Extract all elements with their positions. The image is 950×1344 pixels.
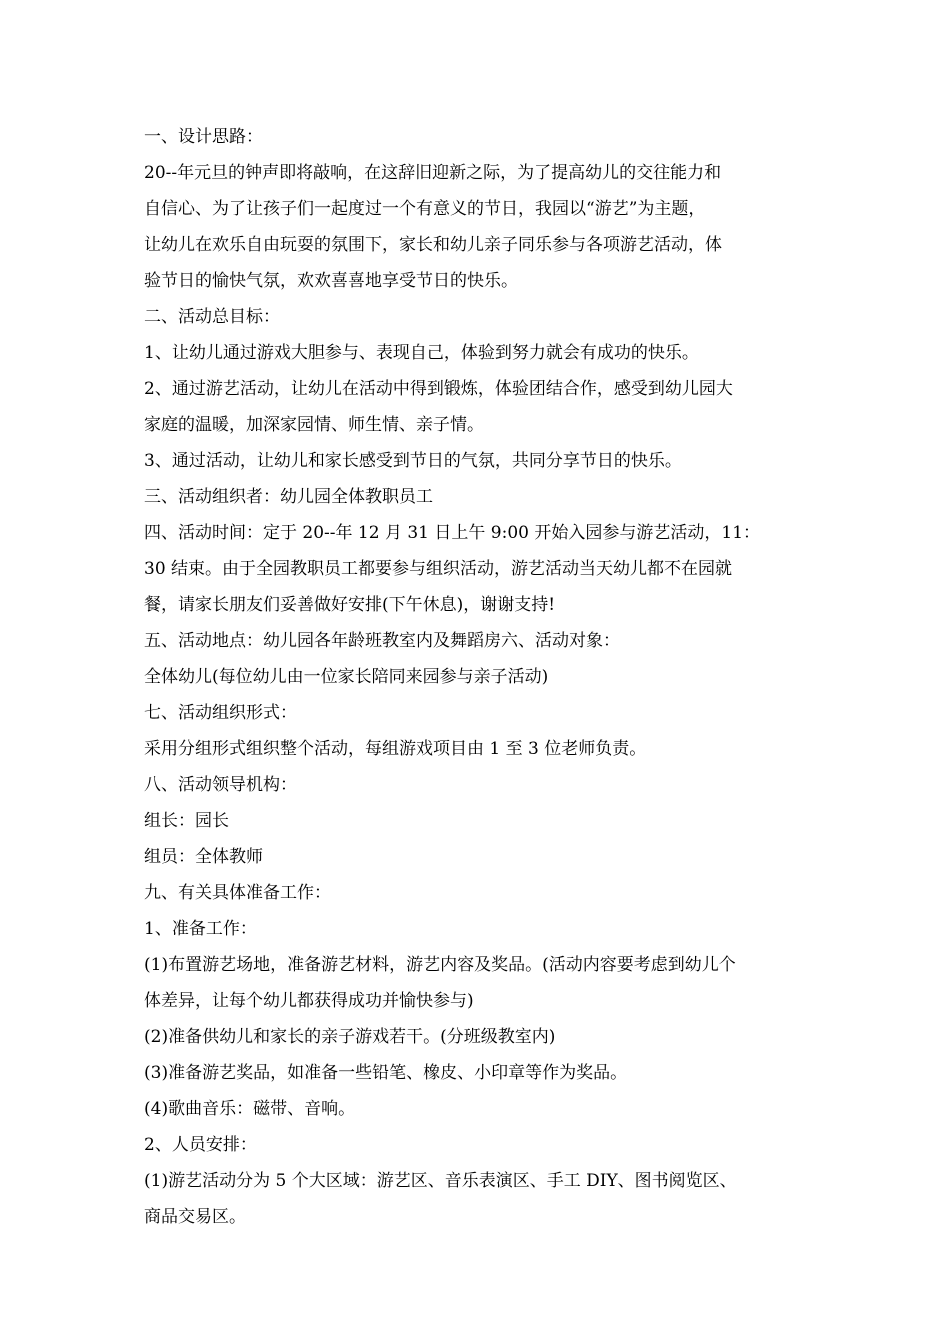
text-line-14: 餐，请家长朋友们妥善做好安排(下午休息)，谢谢支持! xyxy=(144,595,556,615)
text-line-4: 让幼儿在欢乐自由玩耍的氛围下，家长和幼儿亲子同乐参与各项游艺活动，体 xyxy=(144,235,722,255)
text-line-2: 20--年元旦的钟声即将敲响，在这辞旧迎新之际，为了提高幼儿的交往能力和 xyxy=(144,163,722,183)
text-line-3: 自信心、为了让孩子们一起度过一个有意义的节日，我园以“游艺”为主题， xyxy=(144,199,706,219)
text-line-24: (1)布置游艺场地，准备游艺材料，游艺内容及奖品。(活动内容要考虑到幼儿个 xyxy=(144,955,736,975)
text-line-21: 组员：全体教师 xyxy=(144,847,263,867)
text-line-1: 一、设计思路： xyxy=(144,127,263,147)
text-line-17: 七、活动组织形式： xyxy=(144,703,297,723)
text-line-28: (4)歌曲音乐：磁带、音响。 xyxy=(144,1099,356,1119)
text-line-23: 1、准备工作： xyxy=(144,919,257,939)
document-body xyxy=(144,119,814,1235)
text-line-8: 2、通过游艺活动，让幼儿在活动中得到锻炼，体验团结合作，感受到幼儿园大 xyxy=(144,379,733,399)
text-line-18: 采用分组形式组织整个活动，每组游戏项目由 1 至 3 位老师负责。 xyxy=(144,739,647,759)
text-line-11: 三、活动组织者：幼儿园全体教职员工 xyxy=(144,487,433,507)
text-line-29: 2、人员安排： xyxy=(144,1135,257,1155)
text-line-27: (3)准备游艺奖品，如准备一些铅笔、橡皮、小印章等作为奖品。 xyxy=(144,1063,628,1083)
text-line-25: 体差异，让每个幼儿都获得成功并愉快参与) xyxy=(144,991,474,1011)
text-line-9: 家庭的温暖，加深家园情、师生情、亲子情。 xyxy=(144,415,484,435)
text-line-7: 1、让幼儿通过游戏大胆参与、表现自己，体验到努力就会有成功的快乐。 xyxy=(144,343,699,363)
text-line-15: 五、活动地点：幼儿园各年龄班教室内及舞蹈房六、活动对象： xyxy=(144,631,620,651)
text-line-19: 八、活动领导机构： xyxy=(144,775,297,795)
text-line-31: 商品交易区。 xyxy=(144,1207,246,1227)
text-line-30: (1)游艺活动分为 5 个大区域：游艺区、音乐表演区、手工 DIY、图书阅览区、 xyxy=(144,1171,737,1191)
text-line-26: (2)准备供幼儿和家长的亲子游戏若干。(分班级教室内) xyxy=(144,1027,556,1047)
text-line-20: 组长：园长 xyxy=(144,811,229,831)
text-line-10: 3、通过活动，让幼儿和家长感受到节日的气氛，共同分享节日的快乐。 xyxy=(144,451,682,471)
text-line-13: 30 结束。由于全园教职员工都要参与组织活动，游艺活动当天幼儿都不在园就 xyxy=(144,559,733,579)
text-line-12: 四、活动时间：定于 20--年 12 月 31 日上午 9:00 开始入园参与游艺活动，11： xyxy=(144,523,761,543)
text-line-5: 验节日的愉快气氛，欢欢喜喜地享受节日的快乐。 xyxy=(144,271,518,291)
text-line-16: 全体幼儿(每位幼儿由一位家长陪同来园参与亲子活动) xyxy=(144,667,549,687)
text-line-6: 二、活动总目标： xyxy=(144,307,280,327)
text-line-22: 九、有关具体准备工作： xyxy=(144,883,331,903)
